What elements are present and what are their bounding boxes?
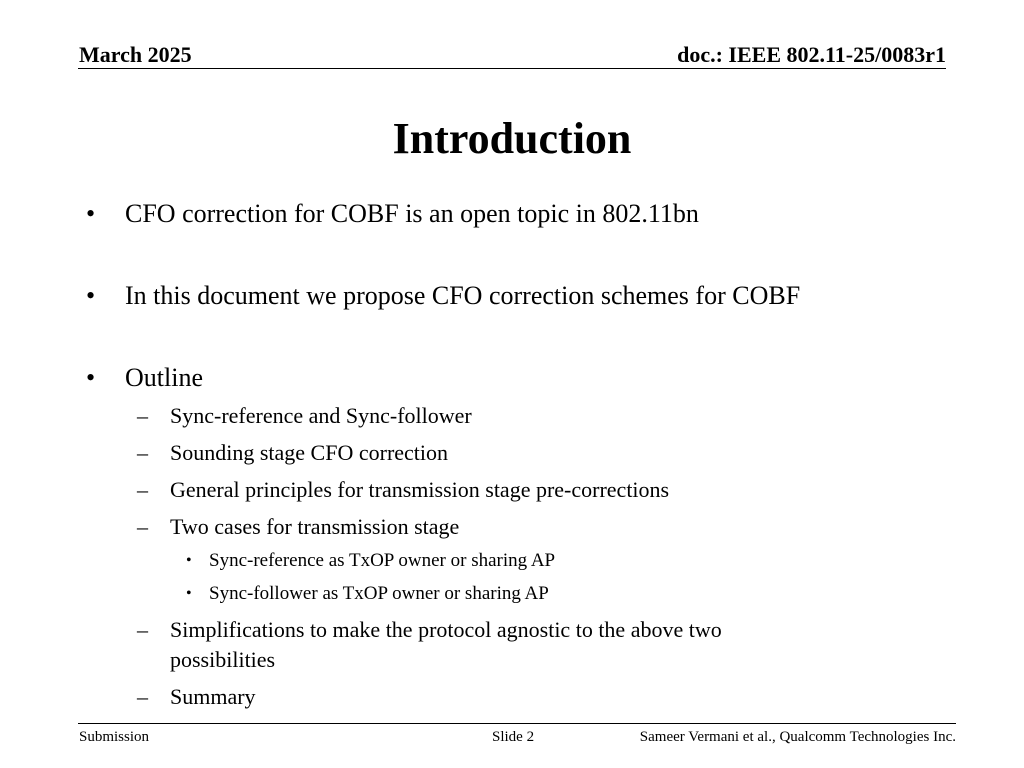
dash-mark: –: [137, 440, 148, 465]
header-date: March 2025: [79, 42, 192, 67]
bullet-mark: •: [86, 281, 96, 310]
dash-mark: –: [137, 403, 148, 428]
dash-mark: –: [137, 477, 148, 502]
sub-sub-bullet-text: Sync-follower as TxOP owner or sharing AP: [209, 583, 549, 604]
bullet-mark: •: [186, 585, 192, 602]
bullet-mark: •: [86, 199, 96, 228]
slide-title: Introduction: [392, 114, 632, 163]
footer-submission: Submission: [79, 729, 150, 745]
bullet-text: In this document we propose CFO correction schemes for COBF: [125, 281, 801, 310]
dash-mark: –: [137, 617, 148, 642]
sub-bullet-text: Two cases for transmission stage: [170, 514, 460, 539]
sub-bullet-text: Summary: [170, 684, 256, 709]
dash-mark: –: [137, 514, 148, 539]
footer-authors: Sameer Vermani et al., Qualcomm Technologies Inc.: [639, 729, 956, 745]
footer-slide-number: Slide 2: [492, 729, 535, 745]
bullet-mark: •: [186, 552, 192, 569]
sub-sub-bullet-text: Sync-reference as TxOP owner or sharing AP: [209, 550, 556, 571]
dash-mark: –: [137, 684, 148, 709]
bullet-text: Outline: [125, 363, 203, 392]
bullet-text: CFO correction for COBF is an open topic in 802.11bn: [125, 199, 699, 228]
bullet-mark: •: [86, 363, 96, 392]
header-doc-id: doc.: IEEE 802.11-25/0083r1: [677, 42, 946, 67]
sub-bullet-text-cont: possibilities: [170, 647, 276, 672]
sub-bullet-text: Sync-reference and Sync-follower: [170, 403, 472, 428]
sub-bullet-text: General principles for transmission stage pre-corrections: [170, 477, 670, 502]
sub-bullet-text: Simplifications to make the protocol agnostic to the above two: [170, 617, 722, 642]
footer-divider: [78, 723, 956, 724]
sub-bullet-text: Sounding stage CFO correction: [170, 440, 449, 465]
